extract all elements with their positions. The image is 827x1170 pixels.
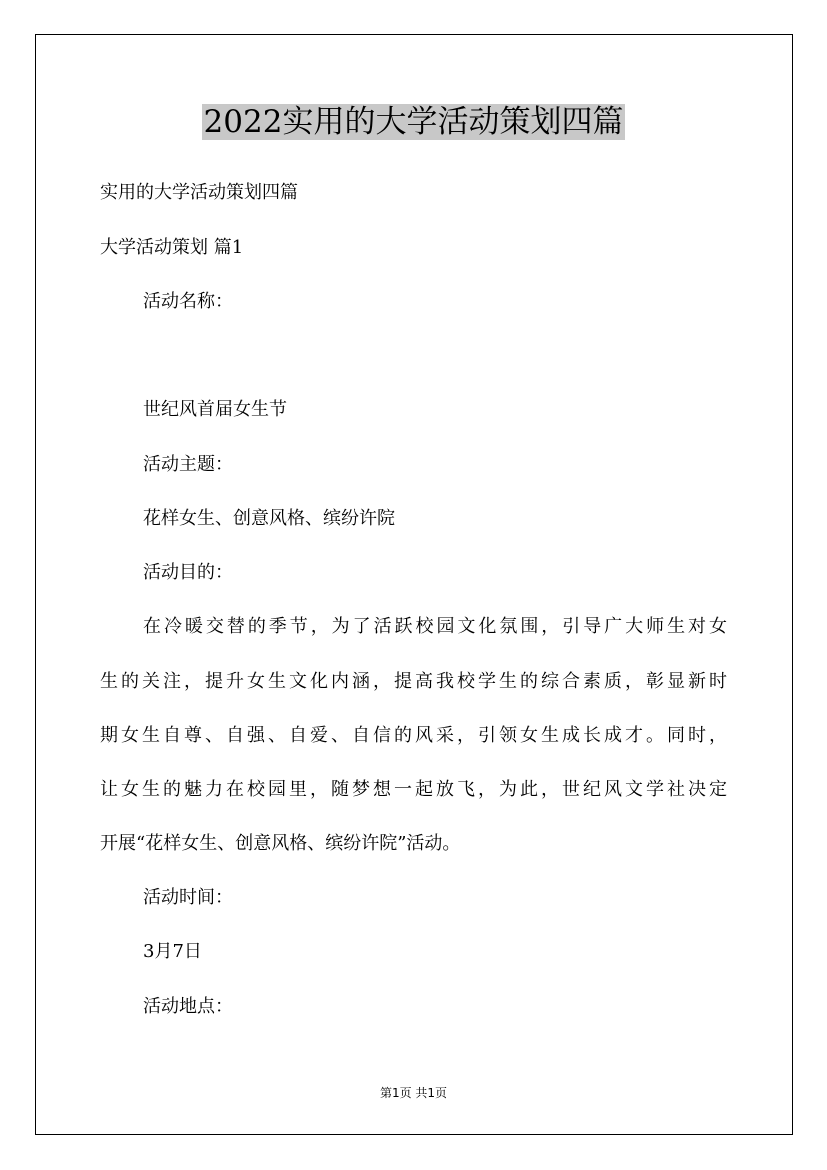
activity-name-label: 活动名称： (143, 291, 233, 312)
page-footer: 第1页 共1页 (379, 1086, 448, 1100)
section-heading: 大学活动策划 篇1 (100, 237, 244, 258)
purpose-paragraph-line: 生的关注，提升女生文化内涵，提高我校学生的综合素质，彰显新时 (100, 671, 727, 692)
activity-theme-label: 活动主题： (143, 454, 233, 475)
purpose-paragraph-line: 让女生的魅力在校园里，随梦想一起放飞，为此，世纪风文学社决定 (100, 779, 727, 800)
activity-theme-value: 花样女生、创意风格、缤纷许院 (143, 508, 395, 529)
activity-time-value: 3月7日 (143, 941, 202, 962)
purpose-paragraph-line: 开展“花样女生、创意风格、缤纷许院”活动。 (100, 833, 461, 854)
purpose-paragraph-line: 期女生自尊、自强、自爱、自信的风采，引领女生成长成才。同时， (100, 725, 727, 746)
activity-name-value: 世纪风首届女生节 (143, 399, 287, 420)
document-title (0, 100, 827, 144)
purpose-paragraph-line: 在冷暖交替的季节，为了活跃校园文化氛围，引导广大师生对女 (143, 616, 727, 637)
activity-time-label: 活动时间： (143, 887, 233, 908)
document-subtitle: 实用的大学活动策划四篇 (100, 182, 298, 203)
document-title-text: 2022实用的大学活动策划四篇 (203, 104, 624, 140)
activity-location-label: 活动地点： (143, 996, 233, 1017)
activity-purpose-label: 活动目的： (143, 562, 233, 583)
